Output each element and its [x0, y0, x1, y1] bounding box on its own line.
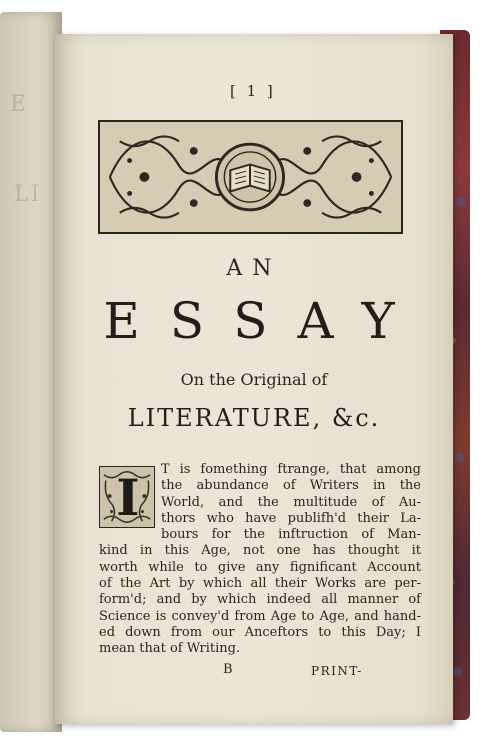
- body-text: [99, 462, 421, 658]
- text-line: bours for the inftruction of Man-: [161, 527, 421, 543]
- title-subject: LITERATURE, &c.: [127, 404, 381, 432]
- previous-page-edge: [0, 12, 62, 732]
- text-line: thors who have publifh'd their La-: [161, 510, 421, 526]
- text-line: T is fomething ftrange, that among: [161, 462, 421, 477]
- text-line: World, and the multitude of Au-: [161, 494, 421, 510]
- catchword: PRINT-: [311, 664, 363, 678]
- show-through-text: E: [10, 92, 29, 117]
- text-line: kind in this Age, not one has thought it: [99, 543, 421, 559]
- text-line: mean that of Writing.: [99, 641, 241, 657]
- signature-mark: B: [223, 662, 233, 677]
- page-number: [ 1 ]: [230, 82, 276, 100]
- title-main: ESSAY: [103, 292, 425, 350]
- text-line: form'd; and by which indeed all manner of: [99, 592, 421, 608]
- subtitle: On the Original of: [180, 370, 328, 389]
- woodcut-headpiece: [98, 120, 403, 234]
- text-line: ed down from our Anceftors to this Day; I: [99, 624, 421, 640]
- show-through-text: LI: [14, 182, 42, 207]
- text-line: of the Art by which all their Works are per-: [99, 576, 421, 592]
- text-line: the abundance of Writers in the: [161, 478, 421, 494]
- text-line: Science is convey'd from Age to Age, and hand-: [99, 608, 421, 624]
- book-page: [55, 34, 453, 724]
- text-line: worth while to give any fignificant Account: [99, 559, 421, 575]
- dropcap-letter: I: [116, 468, 140, 527]
- title-article: AN: [226, 256, 282, 281]
